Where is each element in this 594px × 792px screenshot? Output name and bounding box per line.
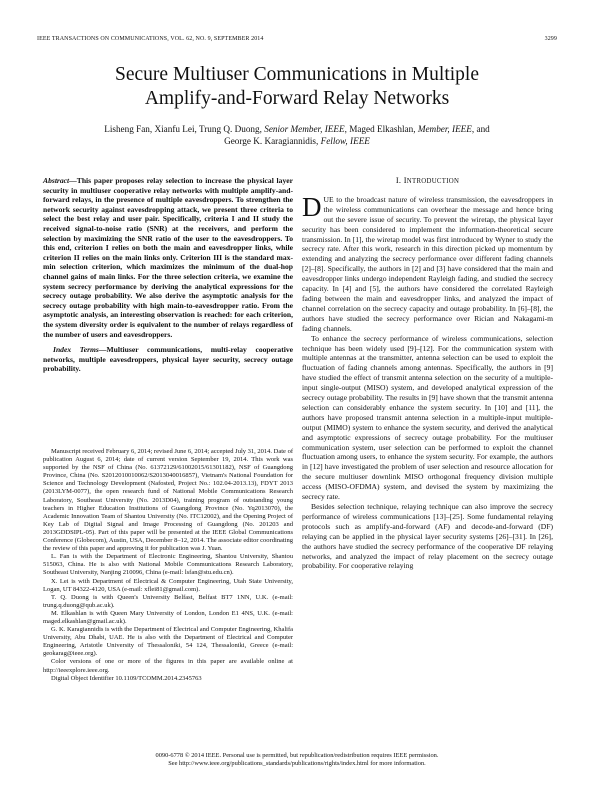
author-end: , and — [471, 124, 490, 134]
footnote-manuscript: Manuscript received February 6, 2014; revised June 6, 2014; accepted July 31, 2014. Date of publication August 6, 2014; date of current version September 19, 2014. This work was supported by the NSF of China (No. 61372129/61002015/61301182), NSF of Guangdong Province, China (No. S2012010010062/S2013040016857), Vietnam's National Foundation for Science and Technology Development (Nafosted, Project No.: 102.04-2013.13), FDYT 2013 (2013LYM-0077), the open research fund of National Mobile Communications Research Laboratory, Southeast University (No. 2013D04), training program of outstanding young teachers in Higher Education Institutions of Guangdong Province (No. Yq2013070), the Academic Innovation Team of Shantou University (No. ITC12002), and the Opening Project of Key Lab of Digital Signal and Image Processing of Guangdong (No. 201203 and 2013GDDSIPL-05). Part of this paper will be presented at the IEEE Global Communications Conference (Globecom), Austin, USA, December 8–12, 2014. The associate editor coordinating the review of this paper and approving it for publication was J. Yuan. — [43, 448, 293, 553]
section-initial: I — [403, 176, 407, 185]
title-line-1: Secure Multiuser Communications in Multiple — [115, 64, 479, 85]
right-column — [302, 176, 553, 571]
page-number: 3299 — [544, 36, 557, 42]
author-line-1 — [40, 123, 554, 135]
journal-name: IEEE TRANSACTIONS ON COMMUNICATIONS, VOL. 62, NO. 9, SEPTEMBER 2014 — [37, 36, 264, 42]
title-line-2: Amplify-and-Forward Relay Networks — [144, 88, 450, 109]
intro-paragraph-1-text: UE to the broadcast nature of wireless transmission, the eavesdroppers in the wireless communications can overhear the message and hence bring out the severe issue of security. To prevent the wiretap, the physical layer security has been considered to implement the information-theoretical secure transmission. In [1], the wiretap model was first introduced by Wyner to study the secrecy rate. After this work, research in this direction picked up momentum by extending and analyzing the secrecy performance over different fading channels [2]–[8]. Specifically, the authors in [2] and [3] have considered that the main and eavesdropper links undergo independent Rayleigh fading, and studied the secrecy capacity. In [4] and [5], the authors have considered the correlated Rayleigh fading between the main and eavesdropper links, and analyzed the impact of channel correlation on the secrecy capacity and outage probability. In [6]–[8], the authors have studied the secrecy performance over Rician and Nakagami-m fading channels. — [302, 194, 553, 333]
intro-paragraph-3: Besides selection technique, relaying technique can also improve the secrecy performance of wireless communications [13]–[25]. Some fundamental relaying protocols such as amplify-and-forward (AF) and decode-and-forward (DF) relaying can be applied in the physical layer security systems [26]–[31]. In [26], the authors have studied the secrecy performance of the cooperative DF relaying networks, and analyzed the impact of relay placement on the secrecy outage probability. For cooperative relaying — [302, 502, 553, 571]
paper-title — [40, 63, 554, 111]
footnote-author: L. Fan is with the Department of Electronic Engineering, Shantou University, Shantou 515063, China. He is also with National Mobile Communications Research Laboratory, Southeast University, Nanjing 210096, China (e-mail: lsfan@stu.edu.cn). — [43, 553, 293, 577]
intro-paragraph-2: To enhance the secrecy performance of wireless communications, selection technique has been widely used [9]–[12]. For the communication system with multiple antennas at the transmitter, antenna selection can be used to exploit the fluctuation of fading channels among antennas. Specifically, the authors in [9] have studied the effect of transmit antenna selection on the security of a multiple-input single-output (MISO) system, and developed analytical expression of the secrecy outage probability. The results in [9] have shown that the transmit antenna selection can considerably enhance the system security. In [10] and [11], the authors have proposed transmit antenna selection in a multiple-input multiple-output (MIMO) system to enhance the system security, and derived the analytical and asymptotic expressions of secrecy outage probability. For the multiuser communication system, user selection can be performed to exploit the channel fluctuation among users, to enhance the system security. For example, the authors in [12] have investigated the problem of user selection and resource allocation for the secure multiuser downlink MISO orthogonal frequency division multiple access (MISO-OFDMA) system, and devised the system by maximizing the secrecy rate. — [302, 333, 553, 502]
author-role-1: Senior Member, IEEE — [264, 124, 345, 134]
section-name-rest: NTRODUCTION — [406, 178, 460, 185]
left-column — [43, 176, 293, 374]
footnote-author: X. Lei is with Department of Electrical & Computer Engineering, Utah State University, Logan, UT 84322-4120, USA (e-mail: xflei81@gmail.com). — [43, 577, 293, 593]
section-numeral: I. — [395, 176, 404, 185]
author-role-2: Member, IEEE — [417, 124, 472, 134]
footnote-color: Color versions of one or more of the figures in this paper are available online at http://ieeexplore.ieee.org. — [43, 658, 293, 674]
author-role-3: Fellow, IEEE — [320, 136, 370, 146]
abstract-tag: Abstract — [43, 176, 70, 185]
footnotes — [43, 448, 293, 683]
section-heading — [302, 176, 553, 187]
author-names-1: Lisheng Fan, Xianfu Lei, Trung Q. Duong, — [104, 124, 265, 134]
intro-paragraph-1 — [302, 191, 553, 334]
author-name-last: George K. Karagiannidis, — [224, 136, 321, 146]
index-terms-tag: Index Terms — [53, 345, 99, 355]
footnote-doi: Digital Object Identifier 10.1109/TCOMM.2014.2345763 — [51, 674, 202, 682]
author-list — [40, 123, 554, 147]
author-line-2 — [40, 135, 554, 147]
footnote-author: T. Q. Duong is with Queen's University Belfast, Belfast BT7 1NN, U.K. (e-mail: trung.q.duong@qub.ac.uk). — [43, 593, 293, 609]
abstract — [43, 176, 293, 339]
author-sep: , Maged Elkashlan, — [344, 124, 418, 134]
copyright-line-2: See http://www.ieee.org/publications_standards/publications/rights/index.html for more information. — [168, 760, 426, 767]
copyright-line-1: 0090-6778 © 2014 IEEE. Personal use is permitted, but republication/redistribution requires IEEE permission. — [155, 752, 439, 759]
index-terms-text: —Multiuser communications, multi-relay cooperative networks, multiple eavesdroppers, physical layer security, secrecy outage probability. — [43, 345, 294, 374]
copyright-notice — [40, 752, 554, 768]
footnote-author: M. Elkashlan is with Queen Mary University of London, London E1 4NS, U.K. (e-mail: maged.elkashlan@gmail.ac.uk). — [43, 609, 293, 625]
running-header — [37, 36, 557, 46]
footnote-author: G. K. Karagiannidis is with the Department of Electrical and Computer Engineering, Khalifa University, Abu Dhabi, UAE. He is also with the Department of Electrical and Computer Engineering, Aristotle University of Thessaloniki, 54 124, Thessaloniki, Greece (e-mail: geokarag@ieee.org). — [43, 626, 293, 658]
drop-cap: D — [302, 191, 322, 222]
index-terms — [43, 345, 293, 374]
abstract-text: —This paper proposes relay selection to increase the physical layer security in multiuser cooperative relay networks with multiple amplify-and-forward relays, in the presence of multiple eavesdroppers. To strengthen the network security against eavesdropping attack, we present three criteria to select the best relay and user pair. Specifically, criteria I and II study the received signal-to-noise ratio (SNR) at the receivers, and perform the selection by maximizing the SNR ratio of the user to the eavesdroppers. To this end, criterion I relies on both the main and eavesdropper links, while criterion II relies on the main links only. Criterion III is the standard max-min selection criterion, which maximizes the minimum of the dual-hop channel gains of main links. For the three selection criteria, we examine the system secrecy performance by deriving the analytical expressions for the secrecy outage probability. We also derive the asymptotic analysis for the secrecy outage probability with high main-to-eavesdropper ratio. From the asymptotic analysis, an interesting observation is reached: for each criterion, the system diversity order is equivalent to the number of relays regardless of the number of users and eavesdroppers. — [43, 176, 293, 339]
